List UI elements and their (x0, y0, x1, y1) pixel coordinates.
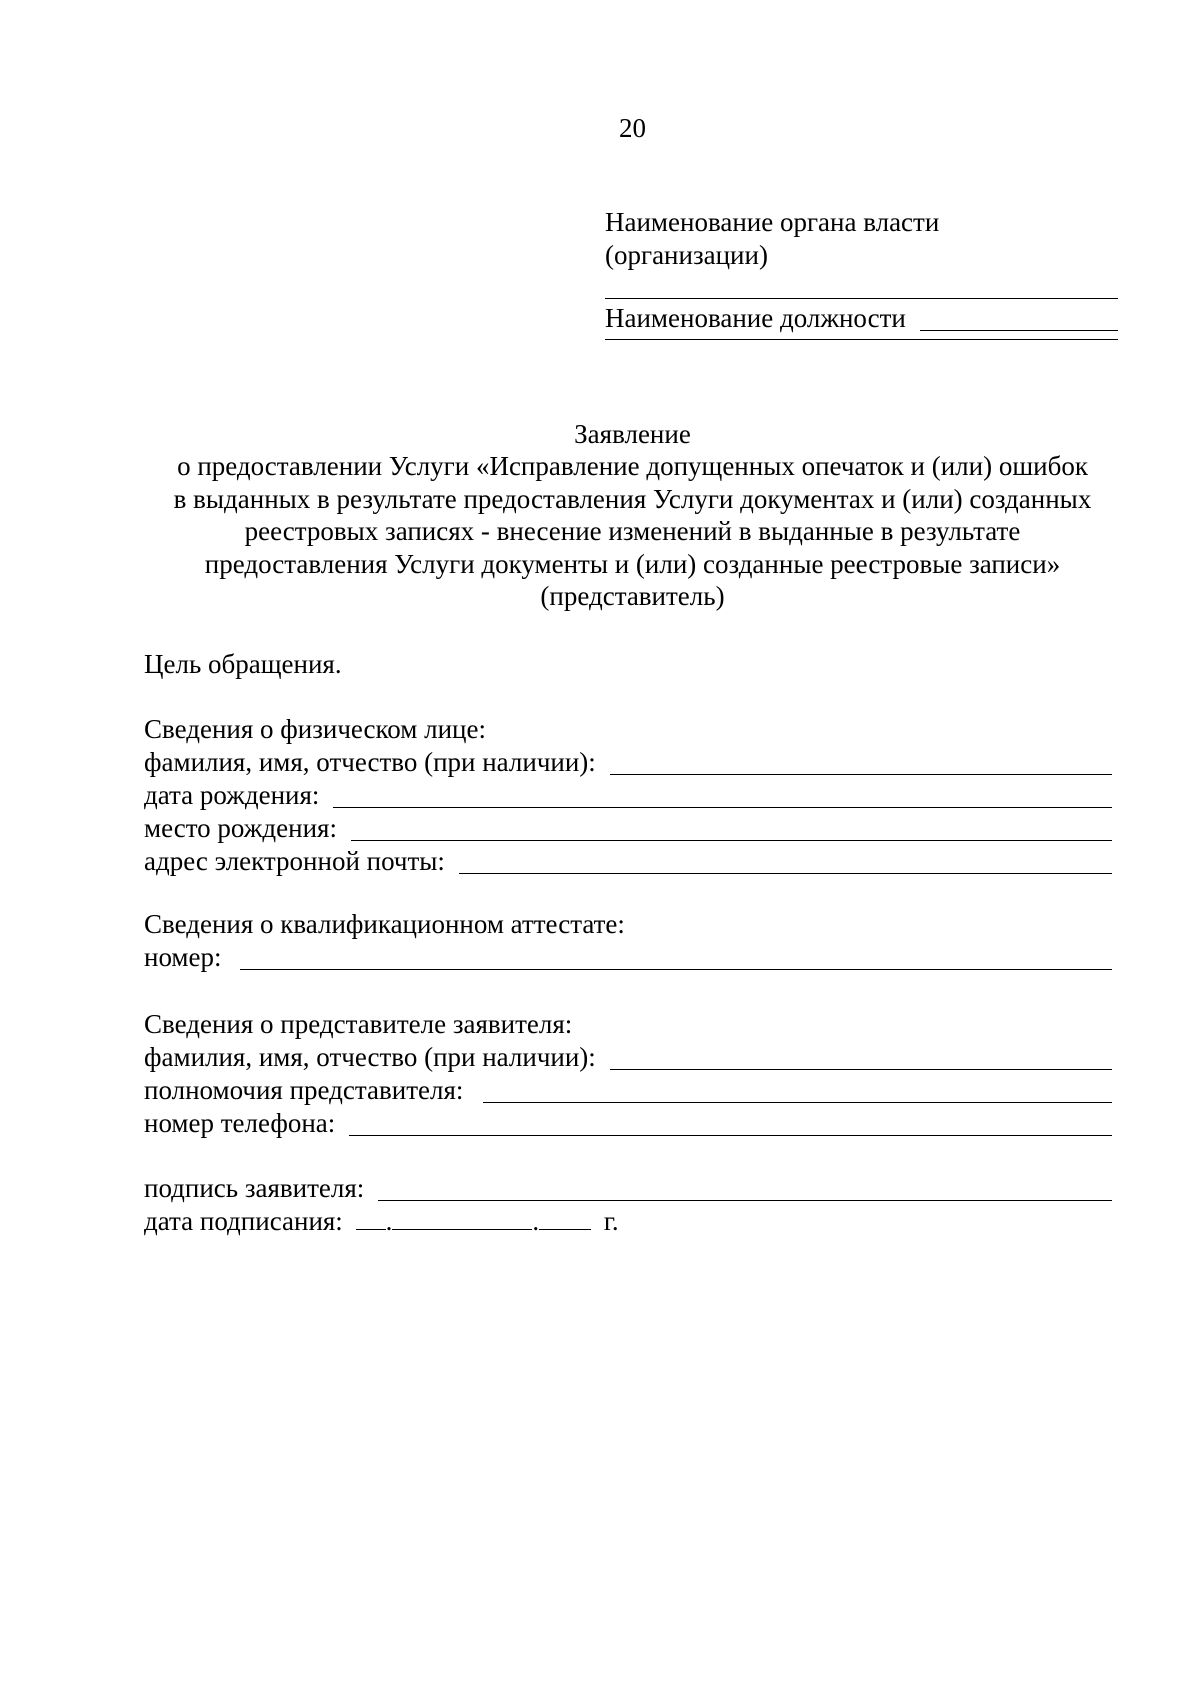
representative-authority-field[interactable] (483, 1076, 1112, 1103)
title-line-5: (представитель) (540, 581, 725, 612)
date-separator-2: . (532, 1206, 540, 1236)
title-line-3: реестровых записях - внесение изменений в выданные в результате (244, 516, 1021, 547)
email-label: адрес электронной почты: (144, 846, 445, 876)
birth-date-field[interactable] (333, 781, 1112, 808)
phone-label: номер телефона: (144, 1108, 336, 1138)
signing-date-label: дата подписания: (144, 1206, 343, 1236)
certificate-number-field[interactable] (240, 943, 1112, 970)
person-section (144, 713, 1112, 878)
representative-heading: Сведения о представителе заявителя: (144, 1009, 573, 1039)
phone-field[interactable] (349, 1109, 1112, 1136)
addressee-block (605, 206, 1118, 340)
page-number: 20 (619, 113, 646, 143)
birth-date-label: дата рождения: (144, 780, 320, 810)
title-line-2: в выданных в результате предоставления Услуги документах и (или) созданных (173, 483, 1092, 514)
signing-day-field[interactable] (356, 1205, 386, 1230)
document-title (130, 418, 1135, 612)
person-heading: Сведения о физическом лице: (144, 714, 486, 744)
certificate-heading: Сведения о квалификационном аттестате: (144, 909, 625, 939)
title-line-4: предоставления Услуги документы и (или) созданные реестровые записи» (204, 548, 1061, 579)
representative-full-name-field[interactable] (610, 1043, 1112, 1070)
signature-label: подпись заявителя: (144, 1173, 365, 1203)
signature-field[interactable] (378, 1174, 1112, 1201)
signature-section (144, 1172, 1112, 1238)
representative-section (144, 1008, 1112, 1140)
position-field[interactable] (920, 304, 1118, 331)
birth-place-label: место рождения: (144, 813, 337, 843)
position-label: Наименование должности (605, 303, 906, 333)
authority-name-line2: (организации) (605, 240, 768, 270)
position-name-field[interactable] (605, 339, 1118, 340)
email-field[interactable] (459, 847, 1112, 874)
signing-date-row (144, 1205, 1112, 1238)
year-suffix: г. (603, 1206, 619, 1236)
title-line-1: о предоставлении Услуги «Исправление допущенных опечаток и (или) ошибок (177, 451, 1088, 482)
birth-place-field[interactable] (351, 814, 1112, 841)
date-separator-1: . (385, 1206, 393, 1236)
certificate-number-label: номер: (144, 942, 222, 972)
purpose-section (144, 648, 1112, 681)
purpose-label: Цель обращения. (144, 649, 342, 679)
signing-year-field[interactable] (539, 1205, 591, 1230)
authority-name-line1: Наименование органа власти (605, 207, 940, 237)
certificate-section (144, 908, 1112, 974)
title-heading: Заявление (574, 419, 691, 449)
representative-full-name-label: фамилия, имя, отчество (при наличии): (144, 1042, 596, 1072)
representative-authority-label: полномочия представителя: (144, 1075, 464, 1105)
signing-month-field[interactable] (392, 1205, 532, 1230)
person-full-name-field[interactable] (610, 748, 1112, 775)
person-full-name-label: фамилия, имя, отчество (при наличии): (144, 747, 596, 777)
